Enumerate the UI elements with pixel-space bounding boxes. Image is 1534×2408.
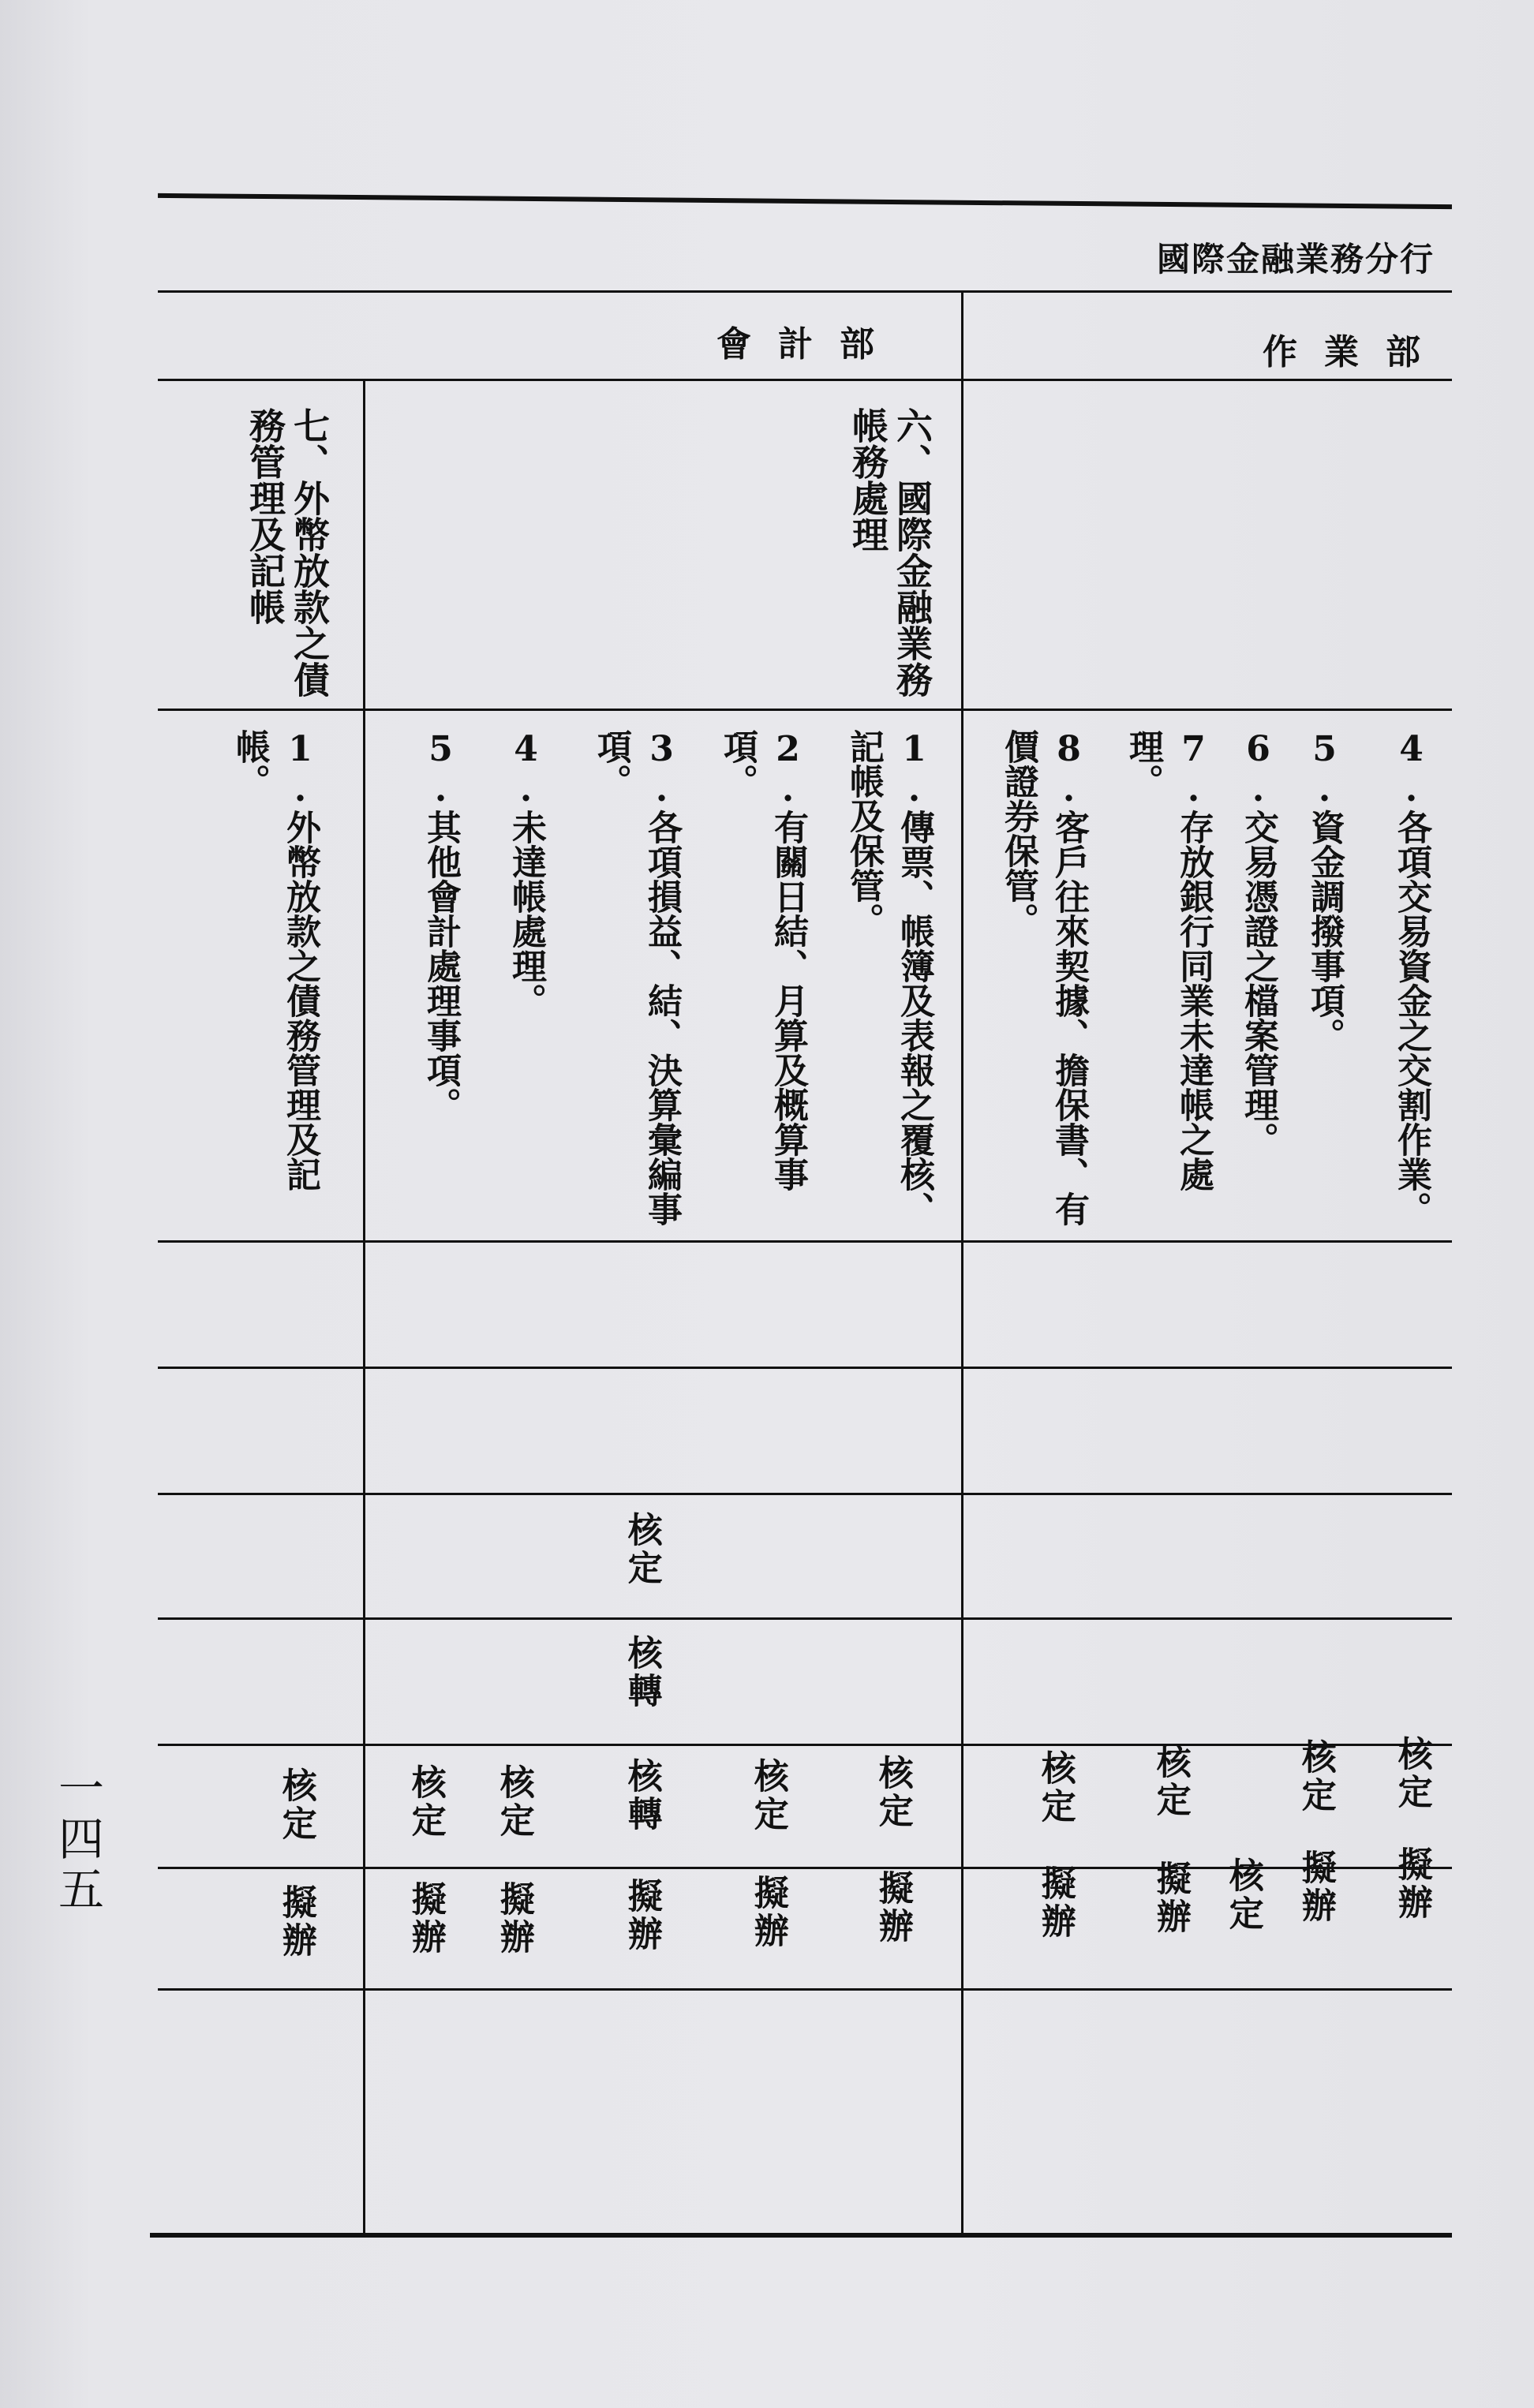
mark-approve-ops8: 核定 bbox=[1035, 1750, 1076, 1826]
mark-draft-acct1: 擬辦 bbox=[872, 1870, 913, 1946]
mark-draft-ops7: 擬辦 bbox=[1150, 1860, 1191, 1936]
page-number: 一四五 bbox=[51, 1764, 104, 1916]
header-divider bbox=[158, 290, 1452, 293]
mark-transfer-acct3-row6: 核轉 bbox=[621, 1758, 662, 1834]
mark-approve-acct3: 核定 bbox=[621, 1512, 662, 1587]
dept-header-operations: 作業部 bbox=[1263, 332, 1447, 372]
left-column-line bbox=[363, 379, 365, 2233]
acct-item-4: 4.未達帳處理。 bbox=[506, 729, 546, 1018]
acct-item-2: 2.有關日結、月算及概算事項。 bbox=[717, 729, 808, 1191]
row-line-2 bbox=[158, 1367, 1452, 1369]
mark-approve-acct1: 核定 bbox=[872, 1755, 913, 1830]
acct-item-1: 1.傳票、帳簿及表報之覆核、記帳及保管。 bbox=[844, 729, 934, 1226]
row-line-1 bbox=[158, 1240, 1452, 1243]
dept-divider bbox=[158, 379, 1452, 381]
ops-item-4: 4.各項交易資金之交割作業。 bbox=[1391, 729, 1431, 1226]
mark-draft-acct3: 擬辦 bbox=[621, 1878, 662, 1954]
acct-item-5: 5.其他會計處理事項。 bbox=[421, 729, 461, 1122]
top-rule bbox=[158, 193, 1452, 209]
mark-approve-ops6: 核定 bbox=[1222, 1857, 1263, 1933]
ops-item-5: 5.資金調撥事項。 bbox=[1304, 729, 1345, 1053]
mark-approve-ops4: 核定 bbox=[1391, 1736, 1432, 1812]
category-six: 六、國際金融業務帳務處理 bbox=[847, 407, 933, 697]
mark-draft-acct5: 擬辦 bbox=[405, 1881, 446, 1957]
mark-draft-ops4: 擬辦 bbox=[1391, 1846, 1432, 1922]
mark-approve-loan1: 核定 bbox=[275, 1767, 316, 1843]
content-divider bbox=[158, 709, 1452, 711]
mark-approve-acct5: 核定 bbox=[405, 1764, 446, 1840]
ops-item-7: 7.存放銀行同業未達帳之處理。 bbox=[1123, 729, 1214, 1191]
mark-draft-ops8: 擬辦 bbox=[1035, 1865, 1076, 1941]
acct-item-3: 3.各項損益、結、決算彙編事項。 bbox=[591, 729, 682, 1226]
center-column-line bbox=[961, 290, 963, 2233]
row-line-4 bbox=[158, 1617, 1452, 1620]
mark-draft-acct2: 擬辦 bbox=[747, 1875, 788, 1950]
mark-approve-acct4: 核定 bbox=[493, 1764, 534, 1840]
row-line-7 bbox=[158, 1988, 1452, 1991]
mark-draft-loan1: 擬辦 bbox=[275, 1884, 316, 1960]
mark-approve-acct2: 核定 bbox=[747, 1758, 788, 1834]
ops-item-8: 8.客戶往來契據、擔保書、有價證券保管。 bbox=[998, 729, 1089, 1226]
bank-name-header: 國際金融業務分行 bbox=[1157, 240, 1435, 279]
row-line-3 bbox=[158, 1493, 1452, 1495]
mark-approve-ops5: 核定 bbox=[1295, 1739, 1336, 1815]
loan-item-1: 1.外幣放款之債務管理及記帳。 bbox=[230, 729, 320, 1191]
ops-item-6: 6.交易憑證之檔案管理。 bbox=[1238, 729, 1278, 1157]
dept-header-accounting: 會計部 bbox=[716, 324, 901, 365]
mark-draft-acct4: 擬辦 bbox=[493, 1881, 534, 1957]
row-line-5 bbox=[158, 1744, 1452, 1746]
category-seven: 七、外幣放款之債務管理及記帳 bbox=[244, 407, 331, 697]
bottom-rule bbox=[150, 2233, 1452, 2238]
mark-transfer-acct3: 核轉 bbox=[621, 1635, 662, 1711]
mark-approve-ops7: 核定 bbox=[1150, 1744, 1191, 1819]
mark-draft-ops5: 擬辦 bbox=[1295, 1849, 1336, 1925]
